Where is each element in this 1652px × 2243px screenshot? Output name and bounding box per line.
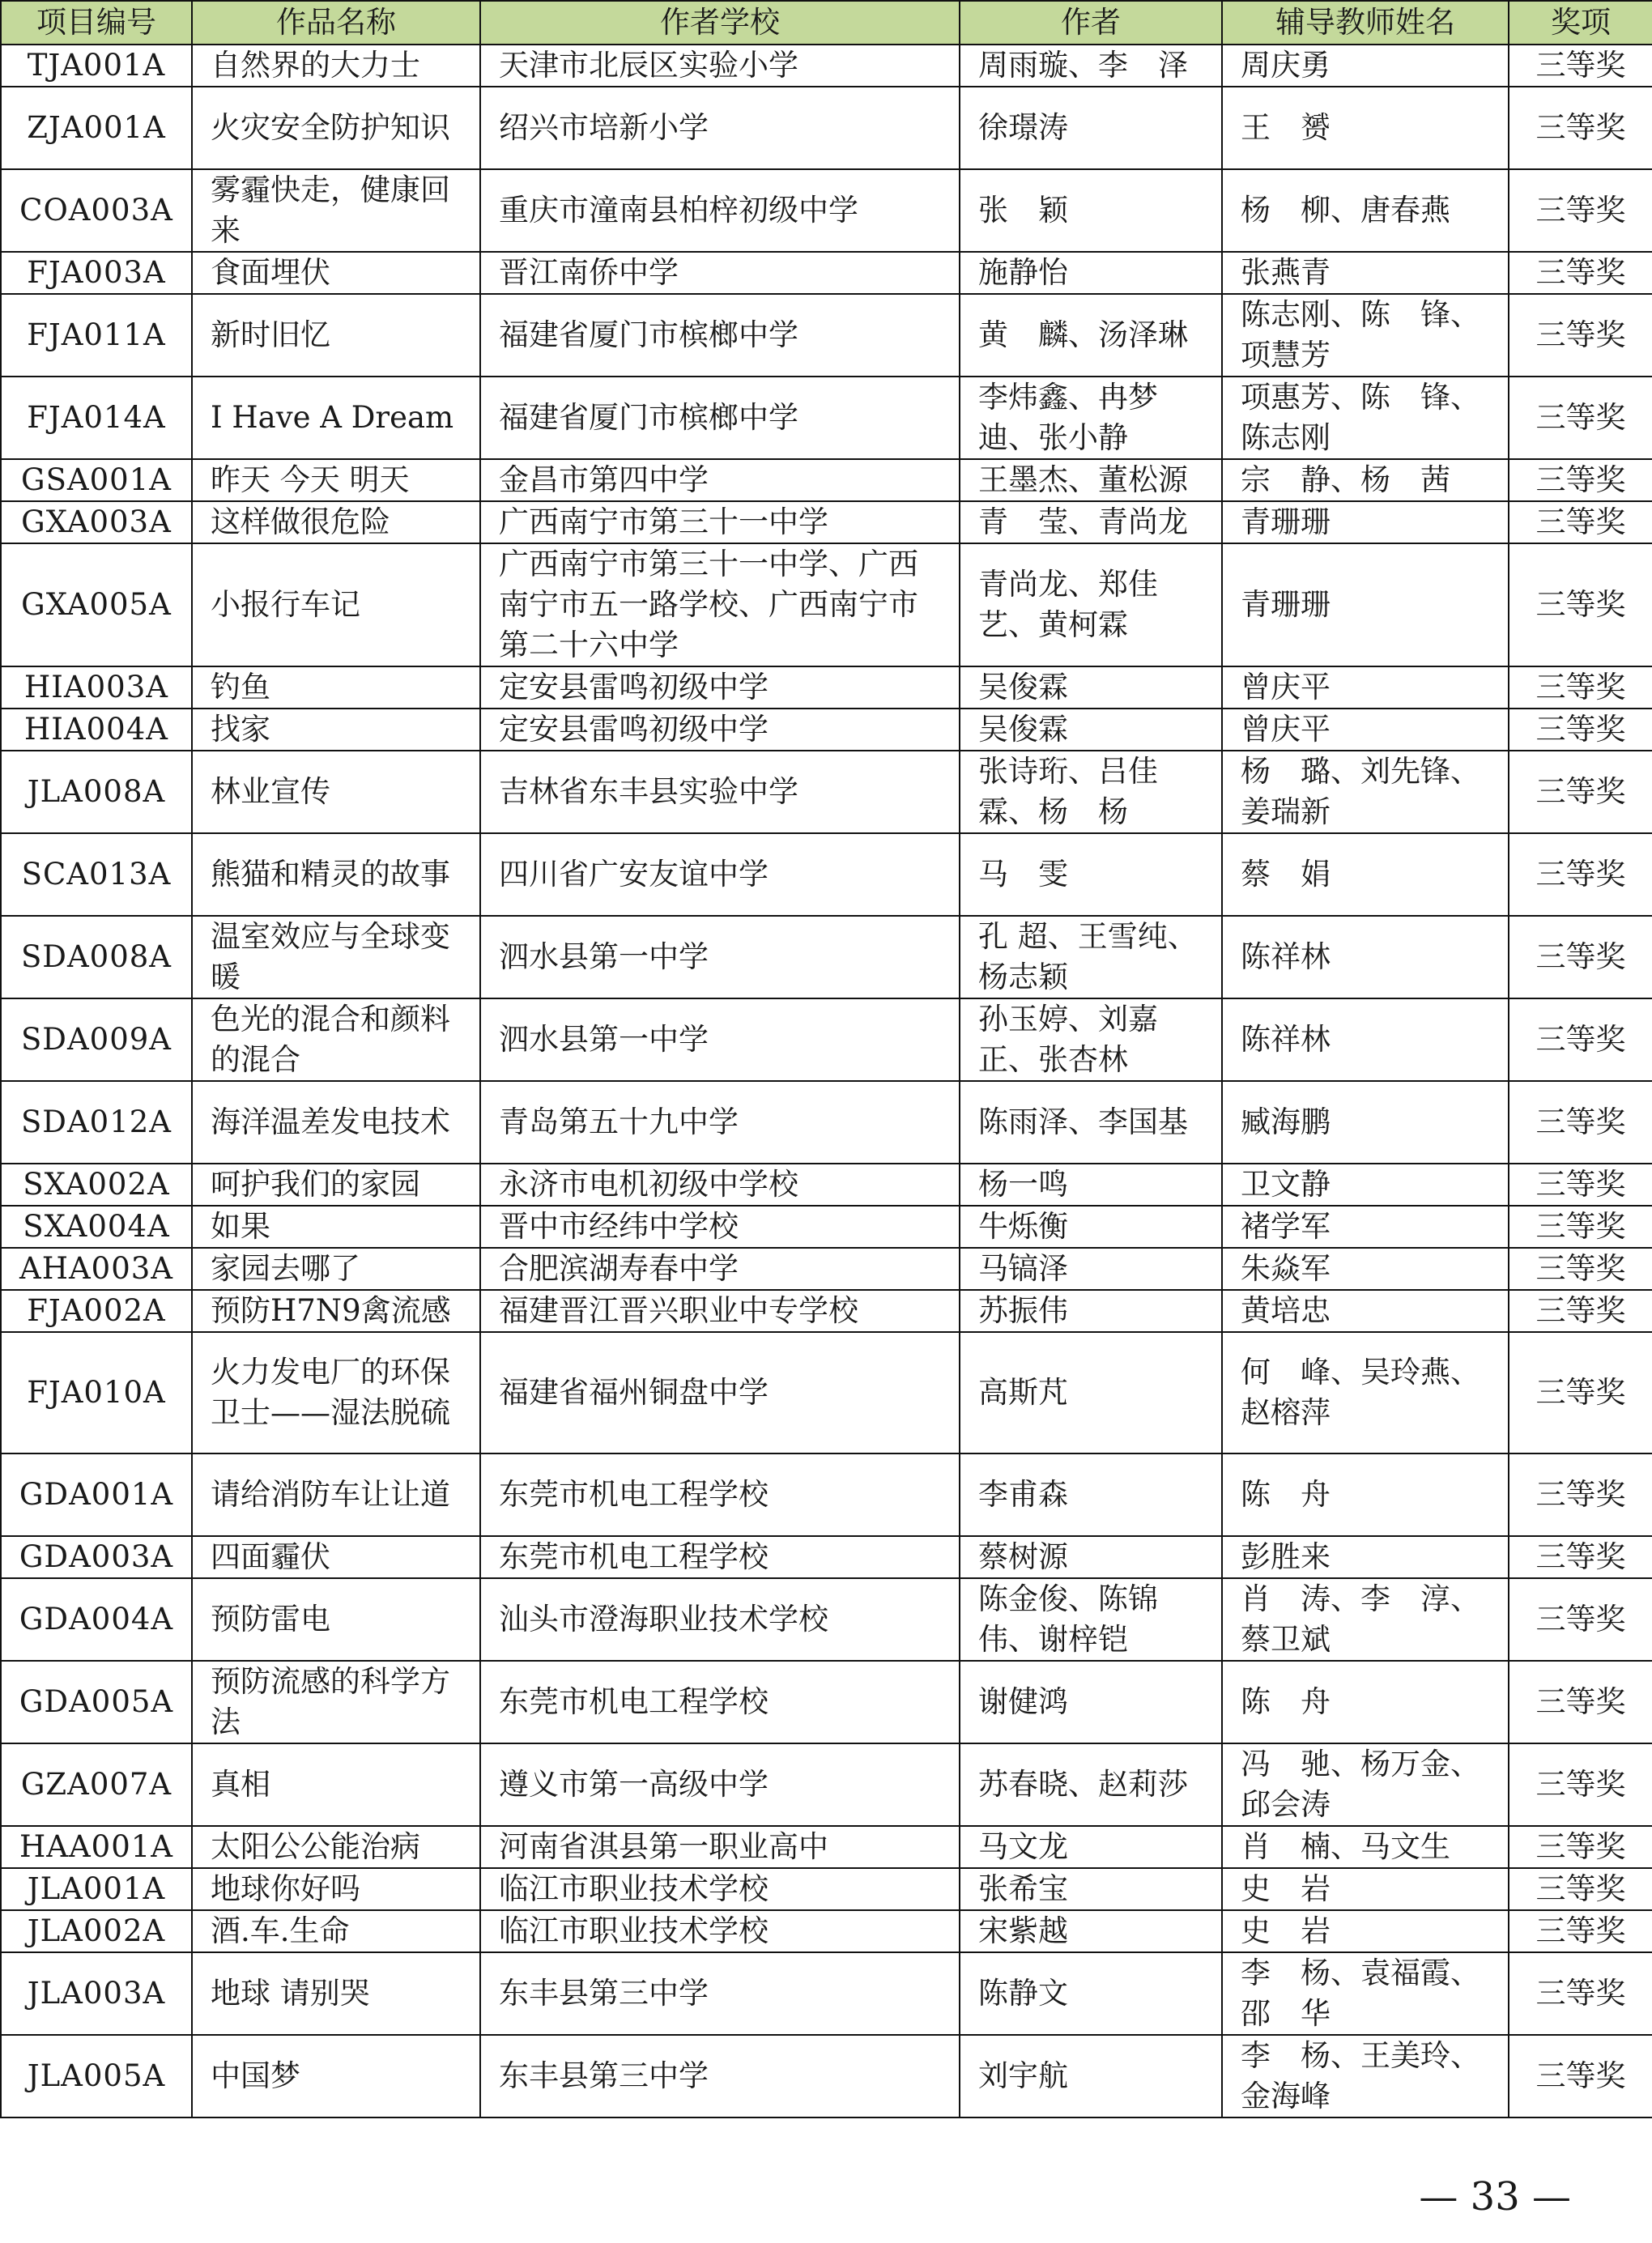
table-row bbox=[1, 1910, 1652, 1952]
table-row bbox=[1, 543, 1652, 666]
cell-award: 三等奖 bbox=[1509, 751, 1652, 833]
cell-teachers: 彭胜来 bbox=[1222, 1536, 1509, 1578]
cell-teachers: 史 岩 bbox=[1222, 1910, 1509, 1952]
cell-teachers: 李 杨、袁福霞、邵 华 bbox=[1222, 1952, 1509, 2035]
cell-teachers: 陈 舟 bbox=[1222, 1661, 1509, 1743]
header-authors: 作者 bbox=[960, 1, 1222, 45]
cell-work-title: 食面埋伏 bbox=[192, 252, 480, 294]
cell-authors: 马 雯 bbox=[960, 833, 1222, 916]
cell-project-code: FJA014A bbox=[1, 377, 192, 459]
cell-award: 三等奖 bbox=[1509, 1248, 1652, 1290]
cell-award: 三等奖 bbox=[1509, 87, 1652, 169]
cell-teachers: 肖 楠、马文生 bbox=[1222, 1826, 1509, 1868]
cell-teachers: 史 岩 bbox=[1222, 1868, 1509, 1910]
cell-authors: 牛烁衡 bbox=[960, 1206, 1222, 1248]
cell-project-code: SDA008A bbox=[1, 916, 192, 998]
cell-teachers: 张燕青 bbox=[1222, 252, 1509, 294]
cell-project-code: JLA002A bbox=[1, 1910, 192, 1952]
cell-author-school: 福建省厦门市槟榔中学 bbox=[480, 377, 960, 459]
cell-author-school: 四川省广安友谊中学 bbox=[480, 833, 960, 916]
cell-award: 三等奖 bbox=[1509, 1332, 1652, 1453]
cell-author-school: 遵义市第一高级中学 bbox=[480, 1743, 960, 1826]
cell-author-school: 青岛第五十九中学 bbox=[480, 1081, 960, 1164]
cell-authors: 吴俊霖 bbox=[960, 709, 1222, 751]
cell-author-school: 临江市职业技术学校 bbox=[480, 1910, 960, 1952]
cell-authors: 谢健鸿 bbox=[960, 1661, 1222, 1743]
table-row bbox=[1, 666, 1652, 709]
cell-award: 三等奖 bbox=[1509, 1910, 1652, 1952]
cell-project-code: GZA007A bbox=[1, 1743, 192, 1826]
cell-work-title: 这样做很危险 bbox=[192, 501, 480, 543]
cell-award: 三等奖 bbox=[1509, 1206, 1652, 1248]
cell-award: 三等奖 bbox=[1509, 1290, 1652, 1332]
cell-teachers: 黄培忠 bbox=[1222, 1290, 1509, 1332]
cell-teachers: 青珊珊 bbox=[1222, 501, 1509, 543]
table-row bbox=[1, 833, 1652, 916]
cell-authors: 陈雨泽、李国基 bbox=[960, 1081, 1222, 1164]
header-project-code: 项目编号 bbox=[1, 1, 192, 45]
table-row bbox=[1, 916, 1652, 998]
cell-award: 三等奖 bbox=[1509, 543, 1652, 666]
cell-author-school: 天津市北辰区实验小学 bbox=[480, 45, 960, 87]
cell-project-code: GSA001A bbox=[1, 459, 192, 501]
table-row bbox=[1, 1206, 1652, 1248]
cell-authors: 苏振伟 bbox=[960, 1290, 1222, 1332]
cell-award: 三等奖 bbox=[1509, 377, 1652, 459]
cell-work-title: 预防流感的科学方法 bbox=[192, 1661, 480, 1743]
cell-work-title: 小报行车记 bbox=[192, 543, 480, 666]
cell-teachers: 朱焱军 bbox=[1222, 1248, 1509, 1290]
cell-work-title: 呵护我们的家园 bbox=[192, 1164, 480, 1206]
cell-award: 三等奖 bbox=[1509, 709, 1652, 751]
cell-author-school: 永济市电机初级中学校 bbox=[480, 1164, 960, 1206]
cell-work-title: 太阳公公能治病 bbox=[192, 1826, 480, 1868]
cell-authors: 张诗珩、吕佳霖、杨 杨 bbox=[960, 751, 1222, 833]
cell-author-school: 定安县雷鸣初级中学 bbox=[480, 666, 960, 709]
cell-teachers: 杨 璐、刘先锋、姜瑞新 bbox=[1222, 751, 1509, 833]
cell-teachers: 陈 舟 bbox=[1222, 1453, 1509, 1536]
cell-project-code: JLA008A bbox=[1, 751, 192, 833]
cell-teachers: 陈祥林 bbox=[1222, 998, 1509, 1081]
cell-project-code: FJA002A bbox=[1, 1290, 192, 1332]
cell-authors: 李甫森 bbox=[960, 1453, 1222, 1536]
cell-award: 三等奖 bbox=[1509, 666, 1652, 709]
cell-project-code: SDA009A bbox=[1, 998, 192, 1081]
cell-authors: 黄 麟、汤泽琳 bbox=[960, 294, 1222, 377]
cell-author-school: 吉林省东丰县实验中学 bbox=[480, 751, 960, 833]
cell-award: 三等奖 bbox=[1509, 2035, 1652, 2117]
cell-project-code: SCA013A bbox=[1, 833, 192, 916]
cell-project-code: TJA001A bbox=[1, 45, 192, 87]
cell-project-code: COA003A bbox=[1, 169, 192, 252]
header-award: 奖项 bbox=[1509, 1, 1652, 45]
cell-award: 三等奖 bbox=[1509, 294, 1652, 377]
cell-author-school: 临江市职业技术学校 bbox=[480, 1868, 960, 1910]
cell-work-title: 海洋温差发电技术 bbox=[192, 1081, 480, 1164]
cell-authors: 蔡树源 bbox=[960, 1536, 1222, 1578]
cell-authors: 孔 超、王雪纯、杨志颖 bbox=[960, 916, 1222, 998]
cell-work-title: 火力发电厂的环保卫士——湿法脱硫 bbox=[192, 1332, 480, 1453]
cell-teachers: 曾庆平 bbox=[1222, 709, 1509, 751]
header-teachers: 辅导教师姓名 bbox=[1222, 1, 1509, 45]
cell-teachers: 项惠芳、陈 锋、陈志刚 bbox=[1222, 377, 1509, 459]
cell-authors: 李炜鑫、冉梦迪、张小静 bbox=[960, 377, 1222, 459]
cell-teachers: 杨 柳、唐春燕 bbox=[1222, 169, 1509, 252]
cell-authors: 刘宇航 bbox=[960, 2035, 1222, 2117]
table-row bbox=[1, 1578, 1652, 1661]
cell-author-school: 晋江南侨中学 bbox=[480, 252, 960, 294]
table-row bbox=[1, 1164, 1652, 1206]
cell-authors: 陈静文 bbox=[960, 1952, 1222, 2035]
cell-teachers: 臧海鹏 bbox=[1222, 1081, 1509, 1164]
cell-teachers: 蔡 娟 bbox=[1222, 833, 1509, 916]
cell-award: 三等奖 bbox=[1509, 459, 1652, 501]
cell-work-title: 新时旧忆 bbox=[192, 294, 480, 377]
cell-work-title: 雾霾快走，健康回来 bbox=[192, 169, 480, 252]
cell-work-title: 林业宣传 bbox=[192, 751, 480, 833]
cell-award: 三等奖 bbox=[1509, 1661, 1652, 1743]
cell-award: 三等奖 bbox=[1509, 1868, 1652, 1910]
cell-work-title: 钓鱼 bbox=[192, 666, 480, 709]
cell-award: 三等奖 bbox=[1509, 1578, 1652, 1661]
cell-authors: 孙玉婷、刘嘉正、张杏林 bbox=[960, 998, 1222, 1081]
cell-authors: 苏春晓、赵莉莎 bbox=[960, 1743, 1222, 1826]
cell-teachers: 陈志刚、陈 锋、项慧芳 bbox=[1222, 294, 1509, 377]
cell-project-code: GXA005A bbox=[1, 543, 192, 666]
cell-award: 三等奖 bbox=[1509, 169, 1652, 252]
cell-authors: 王墨杰、董松源 bbox=[960, 459, 1222, 501]
cell-work-title: 昨天 今天 明天 bbox=[192, 459, 480, 501]
table-row bbox=[1, 709, 1652, 751]
cell-author-school: 东莞市机电工程学校 bbox=[480, 1536, 960, 1578]
table-row bbox=[1, 294, 1652, 377]
table-header-row bbox=[1, 1, 1652, 45]
cell-author-school: 合肥滨湖寿春中学 bbox=[480, 1248, 960, 1290]
table-row bbox=[1, 1661, 1652, 1743]
cell-author-school: 福建省福州铜盘中学 bbox=[480, 1332, 960, 1453]
cell-award: 三等奖 bbox=[1509, 501, 1652, 543]
cell-teachers: 陈祥林 bbox=[1222, 916, 1509, 998]
cell-project-code: ZJA001A bbox=[1, 87, 192, 169]
cell-author-school: 河南省淇县第一职业高中 bbox=[480, 1826, 960, 1868]
cell-project-code: JLA003A bbox=[1, 1952, 192, 2035]
cell-authors: 陈金俊、陈锦伟、谢梓铠 bbox=[960, 1578, 1222, 1661]
cell-work-title: 请给消防车让让道 bbox=[192, 1453, 480, 1536]
cell-author-school: 定安县雷鸣初级中学 bbox=[480, 709, 960, 751]
cell-authors: 张 颖 bbox=[960, 169, 1222, 252]
cell-award: 三等奖 bbox=[1509, 1743, 1652, 1826]
table-row bbox=[1, 252, 1652, 294]
cell-author-school: 绍兴市培新小学 bbox=[480, 87, 960, 169]
cell-project-code: GDA005A bbox=[1, 1661, 192, 1743]
cell-author-school: 东丰县第三中学 bbox=[480, 1952, 960, 2035]
page-number: — 33 — bbox=[1419, 2174, 1571, 2220]
cell-authors: 马镐泽 bbox=[960, 1248, 1222, 1290]
table-row bbox=[1, 1743, 1652, 1826]
table-row bbox=[1, 87, 1652, 169]
table-row bbox=[1, 377, 1652, 459]
cell-work-title: 找家 bbox=[192, 709, 480, 751]
cell-teachers: 何 峰、吴玲燕、赵榕萍 bbox=[1222, 1332, 1509, 1453]
cell-award: 三等奖 bbox=[1509, 1164, 1652, 1206]
cell-work-title: 中国梦 bbox=[192, 2035, 480, 2117]
cell-authors: 青 莹、青尚龙 bbox=[960, 501, 1222, 543]
cell-award: 三等奖 bbox=[1509, 833, 1652, 916]
cell-teachers: 李 杨、王美玲、金海峰 bbox=[1222, 2035, 1509, 2117]
cell-project-code: JLA001A bbox=[1, 1868, 192, 1910]
cell-teachers: 宗 静、杨 茜 bbox=[1222, 459, 1509, 501]
cell-author-school: 福建省厦门市槟榔中学 bbox=[480, 294, 960, 377]
cell-work-title: 真相 bbox=[192, 1743, 480, 1826]
table-row bbox=[1, 1826, 1652, 1868]
table-row bbox=[1, 459, 1652, 501]
cell-award: 三等奖 bbox=[1509, 998, 1652, 1081]
cell-work-title: 熊猫和精灵的故事 bbox=[192, 833, 480, 916]
cell-author-school: 泗水县第一中学 bbox=[480, 998, 960, 1081]
cell-teachers: 冯 驰、杨万金、邱会涛 bbox=[1222, 1743, 1509, 1826]
cell-authors: 高斯芃 bbox=[960, 1332, 1222, 1453]
cell-project-code: GDA001A bbox=[1, 1453, 192, 1536]
cell-project-code: SDA012A bbox=[1, 1081, 192, 1164]
table-row bbox=[1, 1081, 1652, 1164]
cell-work-title: 火灾安全防护知识 bbox=[192, 87, 480, 169]
table-row bbox=[1, 1290, 1652, 1332]
cell-work-title: 自然界的大力士 bbox=[192, 45, 480, 87]
cell-author-school: 福建晋江晋兴职业中专学校 bbox=[480, 1290, 960, 1332]
cell-author-school: 汕头市澄海职业技术学校 bbox=[480, 1578, 960, 1661]
table-row bbox=[1, 501, 1652, 543]
table-row bbox=[1, 1868, 1652, 1910]
cell-teachers: 青珊珊 bbox=[1222, 543, 1509, 666]
cell-author-school: 晋中市经纬中学校 bbox=[480, 1206, 960, 1248]
cell-work-title: 如果 bbox=[192, 1206, 480, 1248]
cell-project-code: SXA004A bbox=[1, 1206, 192, 1248]
cell-work-title: 四面霾伏 bbox=[192, 1536, 480, 1578]
header-work-title: 作品名称 bbox=[192, 1, 480, 45]
cell-work-title: 预防雷电 bbox=[192, 1578, 480, 1661]
cell-authors: 吴俊霖 bbox=[960, 666, 1222, 709]
cell-authors: 周雨璇、李 泽 bbox=[960, 45, 1222, 87]
cell-award: 三等奖 bbox=[1509, 1952, 1652, 2035]
cell-teachers: 卫文静 bbox=[1222, 1164, 1509, 1206]
cell-authors: 杨一鸣 bbox=[960, 1164, 1222, 1206]
cell-authors: 施静怡 bbox=[960, 252, 1222, 294]
table-row bbox=[1, 1248, 1652, 1290]
cell-project-code: HIA004A bbox=[1, 709, 192, 751]
cell-project-code: HIA003A bbox=[1, 666, 192, 709]
cell-teachers: 褚学军 bbox=[1222, 1206, 1509, 1248]
table-row bbox=[1, 751, 1652, 833]
cell-work-title: 酒.车.生命 bbox=[192, 1910, 480, 1952]
cell-author-school: 广西南宁市第三十一中学、广西南宁市五一路学校、广西南宁市第二十六中学 bbox=[480, 543, 960, 666]
cell-author-school: 金昌市第四中学 bbox=[480, 459, 960, 501]
table-row bbox=[1, 1453, 1652, 1536]
cell-work-title: I Have A Dream bbox=[192, 377, 480, 459]
header-author-school: 作者学校 bbox=[480, 1, 960, 45]
cell-authors: 徐璟涛 bbox=[960, 87, 1222, 169]
table-row bbox=[1, 1332, 1652, 1453]
cell-teachers: 曾庆平 bbox=[1222, 666, 1509, 709]
cell-work-title: 预防H7N9禽流感 bbox=[192, 1290, 480, 1332]
cell-award: 三等奖 bbox=[1509, 1081, 1652, 1164]
cell-award: 三等奖 bbox=[1509, 252, 1652, 294]
table-row bbox=[1, 169, 1652, 252]
cell-project-code: FJA010A bbox=[1, 1332, 192, 1453]
cell-work-title: 温室效应与全球变暖 bbox=[192, 916, 480, 998]
cell-author-school: 泗水县第一中学 bbox=[480, 916, 960, 998]
cell-authors: 马文龙 bbox=[960, 1826, 1222, 1868]
cell-author-school: 广西南宁市第三十一中学 bbox=[480, 501, 960, 543]
cell-work-title: 家园去哪了 bbox=[192, 1248, 480, 1290]
cell-author-school: 东莞市机电工程学校 bbox=[480, 1661, 960, 1743]
table-row bbox=[1, 1536, 1652, 1578]
cell-author-school: 东莞市机电工程学校 bbox=[480, 1453, 960, 1536]
cell-author-school: 重庆市潼南县柏梓初级中学 bbox=[480, 169, 960, 252]
cell-work-title: 地球你好吗 bbox=[192, 1868, 480, 1910]
cell-authors: 青尚龙、郑佳艺、黄柯霖 bbox=[960, 543, 1222, 666]
cell-teachers: 王 赟 bbox=[1222, 87, 1509, 169]
cell-award: 三等奖 bbox=[1509, 45, 1652, 87]
cell-project-code: JLA005A bbox=[1, 2035, 192, 2117]
table-row bbox=[1, 1952, 1652, 2035]
cell-project-code: SXA002A bbox=[1, 1164, 192, 1206]
cell-project-code: GXA003A bbox=[1, 501, 192, 543]
table-row bbox=[1, 45, 1652, 87]
cell-teachers: 肖 涛、李 淳、蔡卫斌 bbox=[1222, 1578, 1509, 1661]
table-body bbox=[1, 45, 1652, 2117]
cell-award: 三等奖 bbox=[1509, 1453, 1652, 1536]
cell-project-code: GDA003A bbox=[1, 1536, 192, 1578]
cell-authors: 张希宝 bbox=[960, 1868, 1222, 1910]
cell-teachers: 周庆勇 bbox=[1222, 45, 1509, 87]
table-row bbox=[1, 998, 1652, 1081]
cell-project-code: FJA011A bbox=[1, 294, 192, 377]
cell-award: 三等奖 bbox=[1509, 1536, 1652, 1578]
cell-work-title: 色光的混合和颜料的混合 bbox=[192, 998, 480, 1081]
cell-authors: 宋紫越 bbox=[960, 1910, 1222, 1952]
cell-award: 三等奖 bbox=[1509, 1826, 1652, 1868]
table-row bbox=[1, 2035, 1652, 2117]
cell-project-code: GDA004A bbox=[1, 1578, 192, 1661]
cell-project-code: FJA003A bbox=[1, 252, 192, 294]
cell-project-code: AHA003A bbox=[1, 1248, 192, 1290]
cell-author-school: 东丰县第三中学 bbox=[480, 2035, 960, 2117]
cell-award: 三等奖 bbox=[1509, 916, 1652, 998]
cell-project-code: HAA001A bbox=[1, 1826, 192, 1868]
cell-work-title: 地球 请别哭 bbox=[192, 1952, 480, 2035]
